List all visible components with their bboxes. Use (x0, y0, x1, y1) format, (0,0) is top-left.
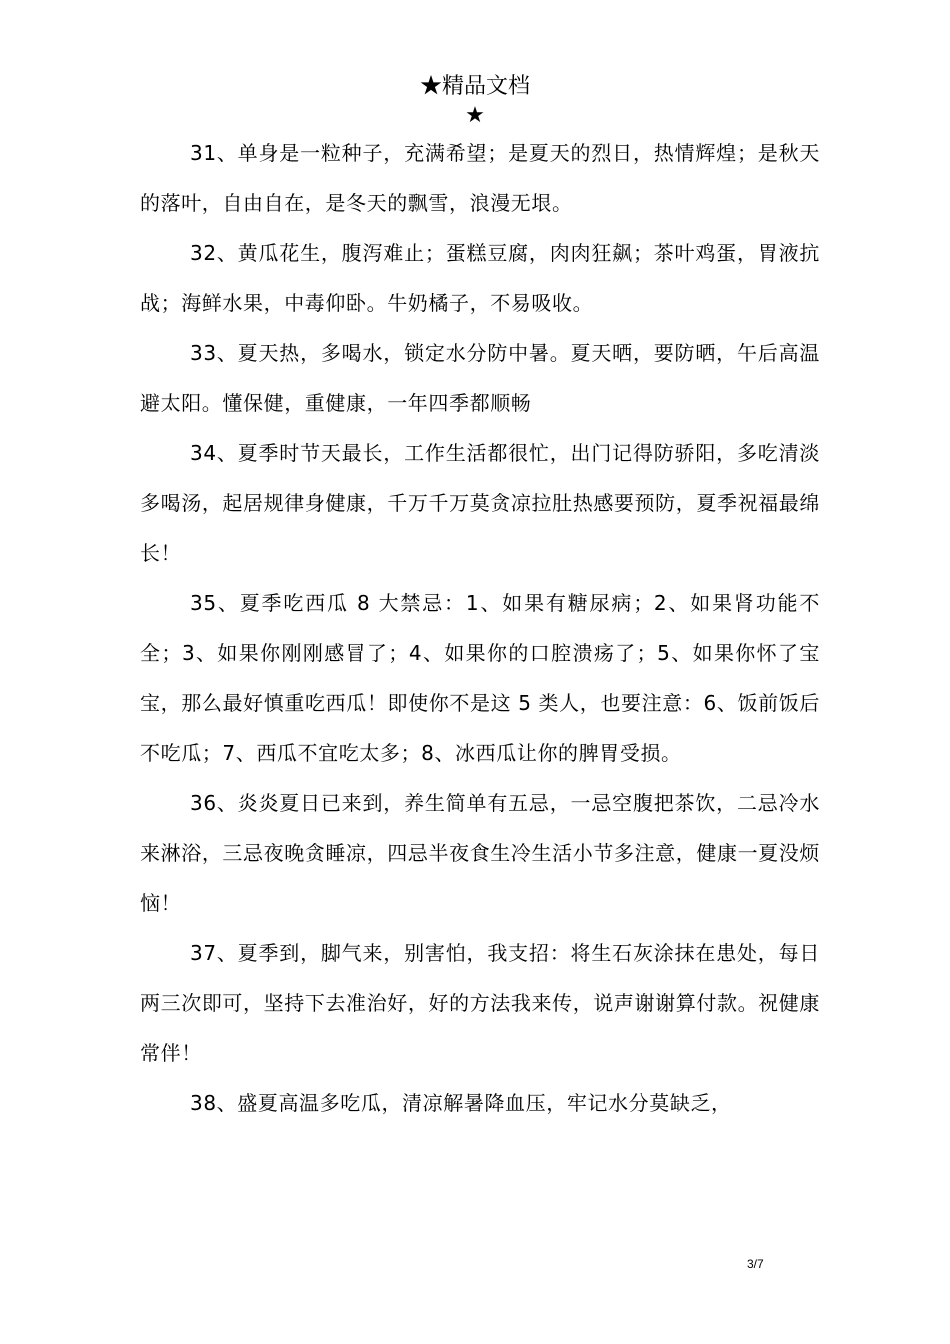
paragraph-32: 32、黄瓜花生，腹泻难止；蛋糕豆腐，肉肉狂飙；茶叶鸡蛋，胃液抗战；海鲜水果，中毒仰卧。牛奶橘子，不易吸收。 (140, 241, 820, 315)
paragraph-31: 31、单身是一粒种子，充满希望；是夏天的烈日，热情辉煌；是秋天的落叶，自由自在，是冬天的飘雪，浪漫无垠。 (140, 141, 820, 215)
paragraph-38: 38、盛夏高温多吃瓜，清凉解暑降血压，牢记水分莫缺乏， (190, 1091, 732, 1115)
document-body (140, 128, 820, 1128)
star-icon: ★ (465, 103, 485, 128)
paragraph-37: 37、夏季到，脚气来，别害怕，我支招：将生石灰涂抹在患处，每日两三次即可，坚持下去准治好，好的方法我来传，说声谢谢算付款。祝健康常伴！ (140, 941, 820, 1065)
paragraph-35: 35、夏季吃西瓜 8 大禁忌：1、如果有糖尿病；2、如果肾功能不全；3、如果你刚刚感冒了；4、如果你的口腔溃疡了；5、如果你怀了宝宝，那么最好慎重吃西瓜！即使你不是这 5 类人，也要注意：6、饭前饭后不吃瓜；7、西瓜不宜吃太多；8、冰西瓜让你的脾胃受损。 (140, 591, 820, 765)
document-header-title: ★精品文档 (419, 74, 530, 99)
paragraph-36: 36、炎炎夏日已来到，养生简单有五忌，一忌空腹把茶饮，二忌冷水来淋浴，三忌夜晚贪睡凉，四忌半夜食生冷生活小节多注意，健康一夏没烦恼！ (140, 791, 820, 915)
paragraph-33: 33、夏天热，多喝水，锁定水分防中暑。夏天晒，要防晒，午后高温避太阳。懂保健，重健康，一年四季都顺畅 (140, 341, 820, 415)
page-number: 3/7 (747, 1257, 764, 1271)
paragraph-34: 34、夏季时节天最长，工作生活都很忙，出门记得防骄阳，多吃清淡多喝汤，起居规律身健康，千万千万莫贪凉拉肚热感要预防，夏季祝福最绵长！ (140, 441, 820, 565)
